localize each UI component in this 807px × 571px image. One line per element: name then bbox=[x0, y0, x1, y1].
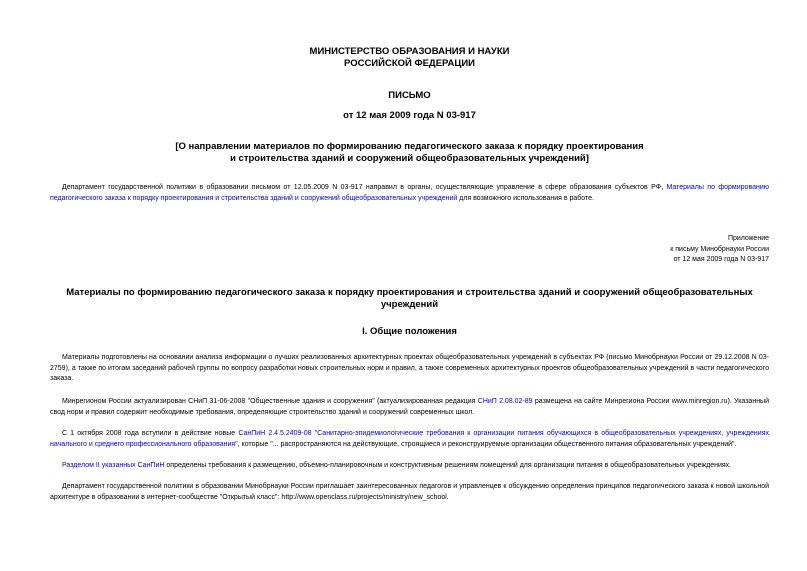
appendix-line-1: Приложение bbox=[727, 235, 769, 242]
appendix-line-3: от 12 мая 2009 года N 03-917 bbox=[673, 256, 769, 263]
subject-line-2: и строительства зданий и сооружений общеобразовательных учреждений] bbox=[230, 153, 589, 164]
ministry-line-1: МИНИСТЕРСТВО ОБРАЗОВАНИЯ И НАУКИ bbox=[309, 46, 510, 57]
paragraph-5: Департамент государственной политики в образовании Минобрнауки России приглашает заинтересованных педагогов и управленцев к обсуждению определения принципов педагогического заказа к новой школьной архитектуре в образовании в интернет-сообществе "Открытый класс": http://www.openclass.ru/projects/ministry/new_school. bbox=[50, 483, 769, 501]
materials-title: Материалы по формированию педагогического заказа к порядку проектирования и строительства зданий и сооружений общеобразовательных учреждений bbox=[66, 287, 753, 310]
doc-date: от 12 мая 2009 года N 03-917 bbox=[343, 110, 476, 121]
ministry-line-2: РОССИЙСКОЙ ФЕДЕРАЦИИ bbox=[343, 58, 475, 69]
p2-text-end: размещена на сайте Минрегиона России www.minregion.ru). Указанный свод норм и правил содержит необходимые требования, определяющие строительство зданий и сооружений современных школ. bbox=[50, 398, 769, 416]
doc-subject bbox=[50, 141, 769, 165]
sanpin-link[interactable]: СанПиН 2.4.5.2409-08 "Санитарно-эпидемиологические требования к организации питания обучающихся в общеобразовательных учреждениях, учреждениях начального и среднего профессионального образования" bbox=[50, 430, 769, 448]
doc-type: ПИСЬМО bbox=[388, 90, 431, 101]
paragraph-2 bbox=[50, 397, 769, 418]
intro-text-end: для возможного использования в работе. bbox=[459, 194, 595, 202]
p4-text: определены требования к размещению, объемно-планировочным и конструктивным решениям помещений для организации питания в общеобразовательных учреждениях. bbox=[166, 462, 732, 469]
paragraph-3 bbox=[50, 429, 769, 450]
appendix-block bbox=[670, 234, 769, 266]
paragraph-4 bbox=[50, 461, 769, 472]
intro-text: Департамент государственной политики в образовании письмом от 12.05.2009 N 03-917 направил в органы, осуществляющие управление в сфере образования субъектов РФ, bbox=[62, 184, 664, 191]
appendix-line-2: к письму Минобрнауки России bbox=[670, 245, 769, 253]
snip-link[interactable]: СНиП 2.08.02-89 bbox=[477, 398, 533, 405]
subject-line-1: [О направлении материалов по формированию педагогического заказа к порядку проектирования bbox=[175, 141, 644, 152]
ministry-header bbox=[50, 46, 769, 70]
p3-text: С 1 октября 2008 года вступили в действие новые bbox=[62, 430, 236, 437]
materials-link[interactable]: Материалы по формированию педагогического заказа к порядку проектирования и строительства зданий и сооружений общеобразовательных учреждений bbox=[50, 184, 769, 202]
intro-paragraph bbox=[50, 183, 769, 204]
section-title: I. Общие положения bbox=[362, 326, 457, 337]
section-ii-link[interactable]: Разделом II указанных СанПиН bbox=[62, 462, 165, 469]
paragraph-1: Материалы подготовлены на основании анализа информации о лучших реализованных архитектурных проектах общеобразовательных учреждений в субъектах РФ (письмо Минобрнауки России от 29.12.2008 N 03-2759), а также по итогам заседаний рабочей группы по вопросу разработки новых строительных норм и правил, а также современных архитектурных проектов общеобразовательных учреждений в части педагогического заказа. bbox=[50, 354, 769, 382]
p3-text-end: , которые "... распространяются на действующие, строящиеся и реконструируемые организации общественного питания образовательных учреждений". bbox=[237, 440, 737, 448]
p2-text: Минрегионом России актуализирован СНиП 31-06-2008 "Общественные здания и сооружения" (актуализированная редакция bbox=[62, 398, 476, 405]
